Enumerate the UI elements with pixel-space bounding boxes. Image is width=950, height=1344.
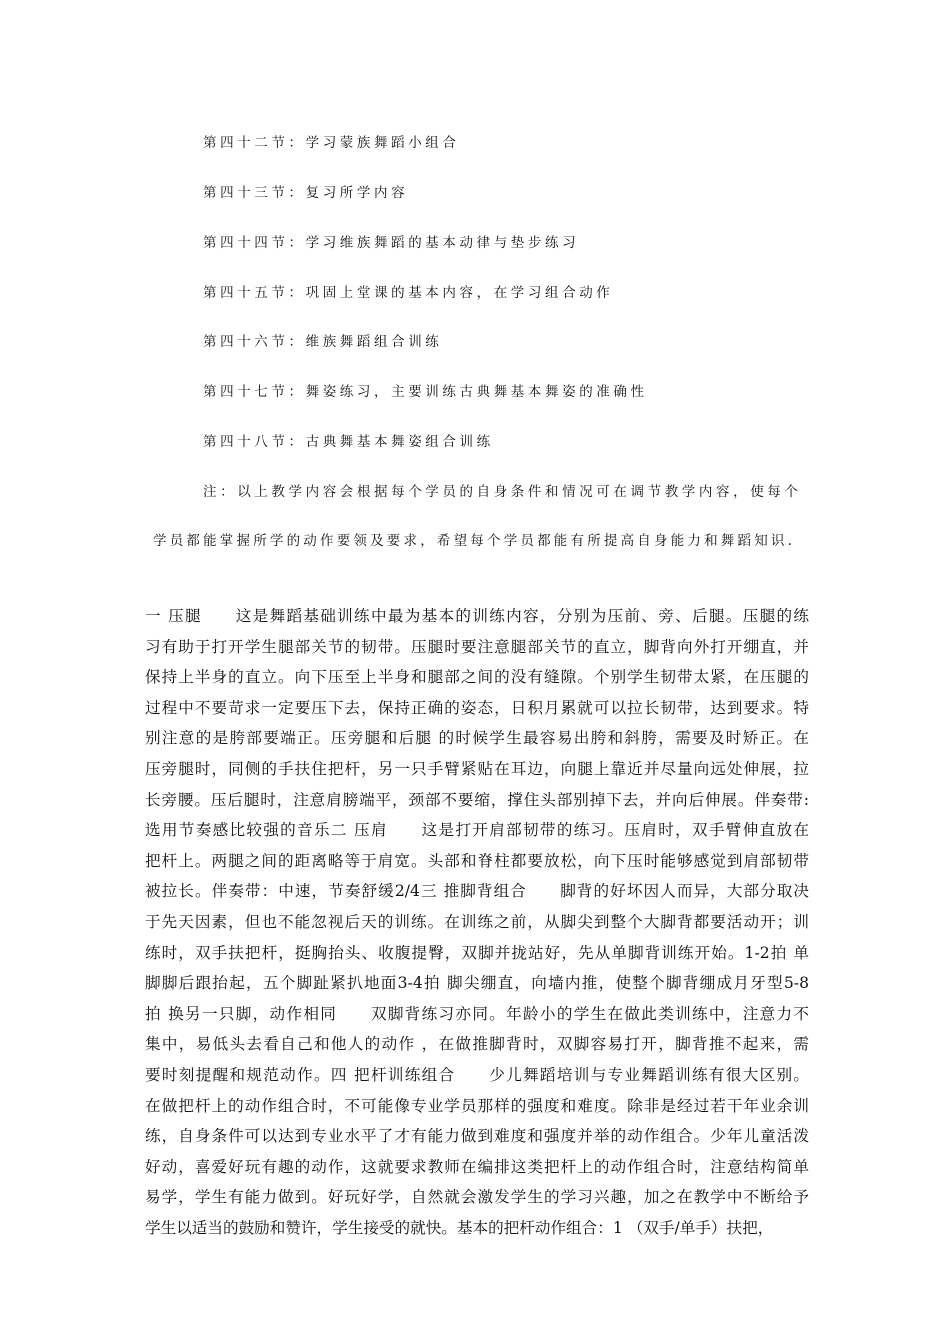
body-line: 把杆上。两腿之间的距离略等于肩宽。头部和脊柱都要放松，向下压时能够感觉到肩部韧带 — [145, 851, 809, 870]
outline-item: 第四十二节：学习蒙族舞蹈小组合 — [203, 135, 460, 151]
outline-item: 第四十四节：学习维族舞蹈的基本动律与垫步练习 — [203, 235, 580, 251]
outline-item: 第四十六节：维族舞蹈组合训练 — [203, 334, 443, 350]
body-line: 选用节奏感比较强的音乐二 压肩 这是打开肩部韧带的练习。压肩时，双手臂伸直放在 — [145, 821, 809, 840]
body-line: 练时，双手扶把杆，挺胸抬头、收腹提臀，双脚并拢站好，先从单脚背训练开始。1-2拍 单 — [145, 943, 809, 962]
outline-item: 第四十七节：舞姿练习，主要训练古典舞基本舞姿的准确性 — [203, 384, 648, 400]
outline-item: 第四十八节：古典舞基本舞姿组合训练 — [203, 434, 494, 450]
body-line: 练，自身条件可以达到专业水平了才有能力做到难度和强度并举的动作组合。少年儿童活泼 — [145, 1127, 809, 1146]
body-line: 在做把杆上的动作组合时，不可能像专业学员那样的强度和难度。除非是经过若干年业余训 — [145, 1096, 809, 1115]
body-line: 要时刻提醒和规范动作。四 把杆训练组合 少儿舞蹈培训与专业舞蹈训练有很大区别。 — [145, 1065, 809, 1084]
body-line: 长旁腰。压后腿时，注意肩膀端平，颈部不要缩，撑住头部别掉下去，并向后伸展。伴奏带: — [145, 790, 809, 809]
outline-item: 第四十三节：复习所学内容 — [203, 185, 409, 201]
note-line: 注：以上教学内容会根据每个学员的自身条件和情况可在调节教学内容，使每个 — [203, 484, 802, 500]
body-paragraph — [145, 601, 809, 1243]
body-line: 压旁腿时，同侧的手扶住把杆，另一只手臂紧贴在耳边，向腿上靠近并尽量向远处伸展，拉 — [145, 759, 809, 778]
body-line: 一 压腿 这是舞蹈基础训练中最为基本的训练内容，分别为压前、旁、后腿。压腿的练 — [145, 607, 809, 625]
body-line: 保持上半身的直立。向下压至上半身和腿部之间的没有缝隙。个别学生韧带太紧，在压腿的 — [145, 668, 809, 687]
body-line: 脚脚后跟抬起，五个脚趾紧扒地面3-4拍 脚尖绷直，向墙内推，使整个脚背绷成月牙型5-8 — [145, 974, 809, 993]
body-line: 习有助于打开学生腿部关节的韧带。压腿时要注意腿部关节的直立，脚背向外打开绷直，并 — [145, 637, 809, 656]
body-line: 于先天因素，但也不能忽视后天的训练。在训练之前，从脚尖到整个大脚背都要活动开；训 — [145, 912, 809, 931]
body-line: 集中，易低头去看自己和他人的动作 ，在做推脚背时，双脚容易打开，脚背推不起来，需 — [145, 1035, 809, 1054]
body-line: 好动，喜爱好玩有趣的动作，这就要求教师在编排这类把杆上的动作组合时，注意结构简单 — [145, 1157, 809, 1176]
body-line: 学生以适当的鼓励和赞许，学生接受的就快。基本的把杆动作组合：1 （双手/单手）扶把， — [145, 1218, 774, 1237]
body-line: 拍 换另一只脚，动作相同 双脚背练习亦同。年龄小的学生在做此类训练中，注意力不 — [145, 1004, 809, 1023]
body-line: 易学，学生有能力做到。好玩好学，自然就会激发学生的学习兴趣，加之在教学中不断给予 — [145, 1188, 809, 1207]
body-line: 过程中不要苛求一定要压下去，保持正确的姿态，日积月累就可以拉长韧带，达到要求。特 — [145, 698, 809, 717]
body-line: 别注意的是胯部要端正。压旁腿和后腿 的时候学生最容易出胯和斜胯，需要及时矫正。在 — [145, 729, 809, 748]
body-line: 被拉长。伴奏带：中速，节奏舒缓2/4三 推脚背组合 脚背的好坏因人而异，大部分取决 — [145, 882, 809, 901]
outline-item: 第四十五节：巩固上堂课的基本内容，在学习组合动作 — [203, 285, 614, 301]
note-line: 学员都能掌握所学的动作要领及要求，希望每个学员都能有所提高自身能力和舞蹈知识. — [153, 533, 796, 549]
